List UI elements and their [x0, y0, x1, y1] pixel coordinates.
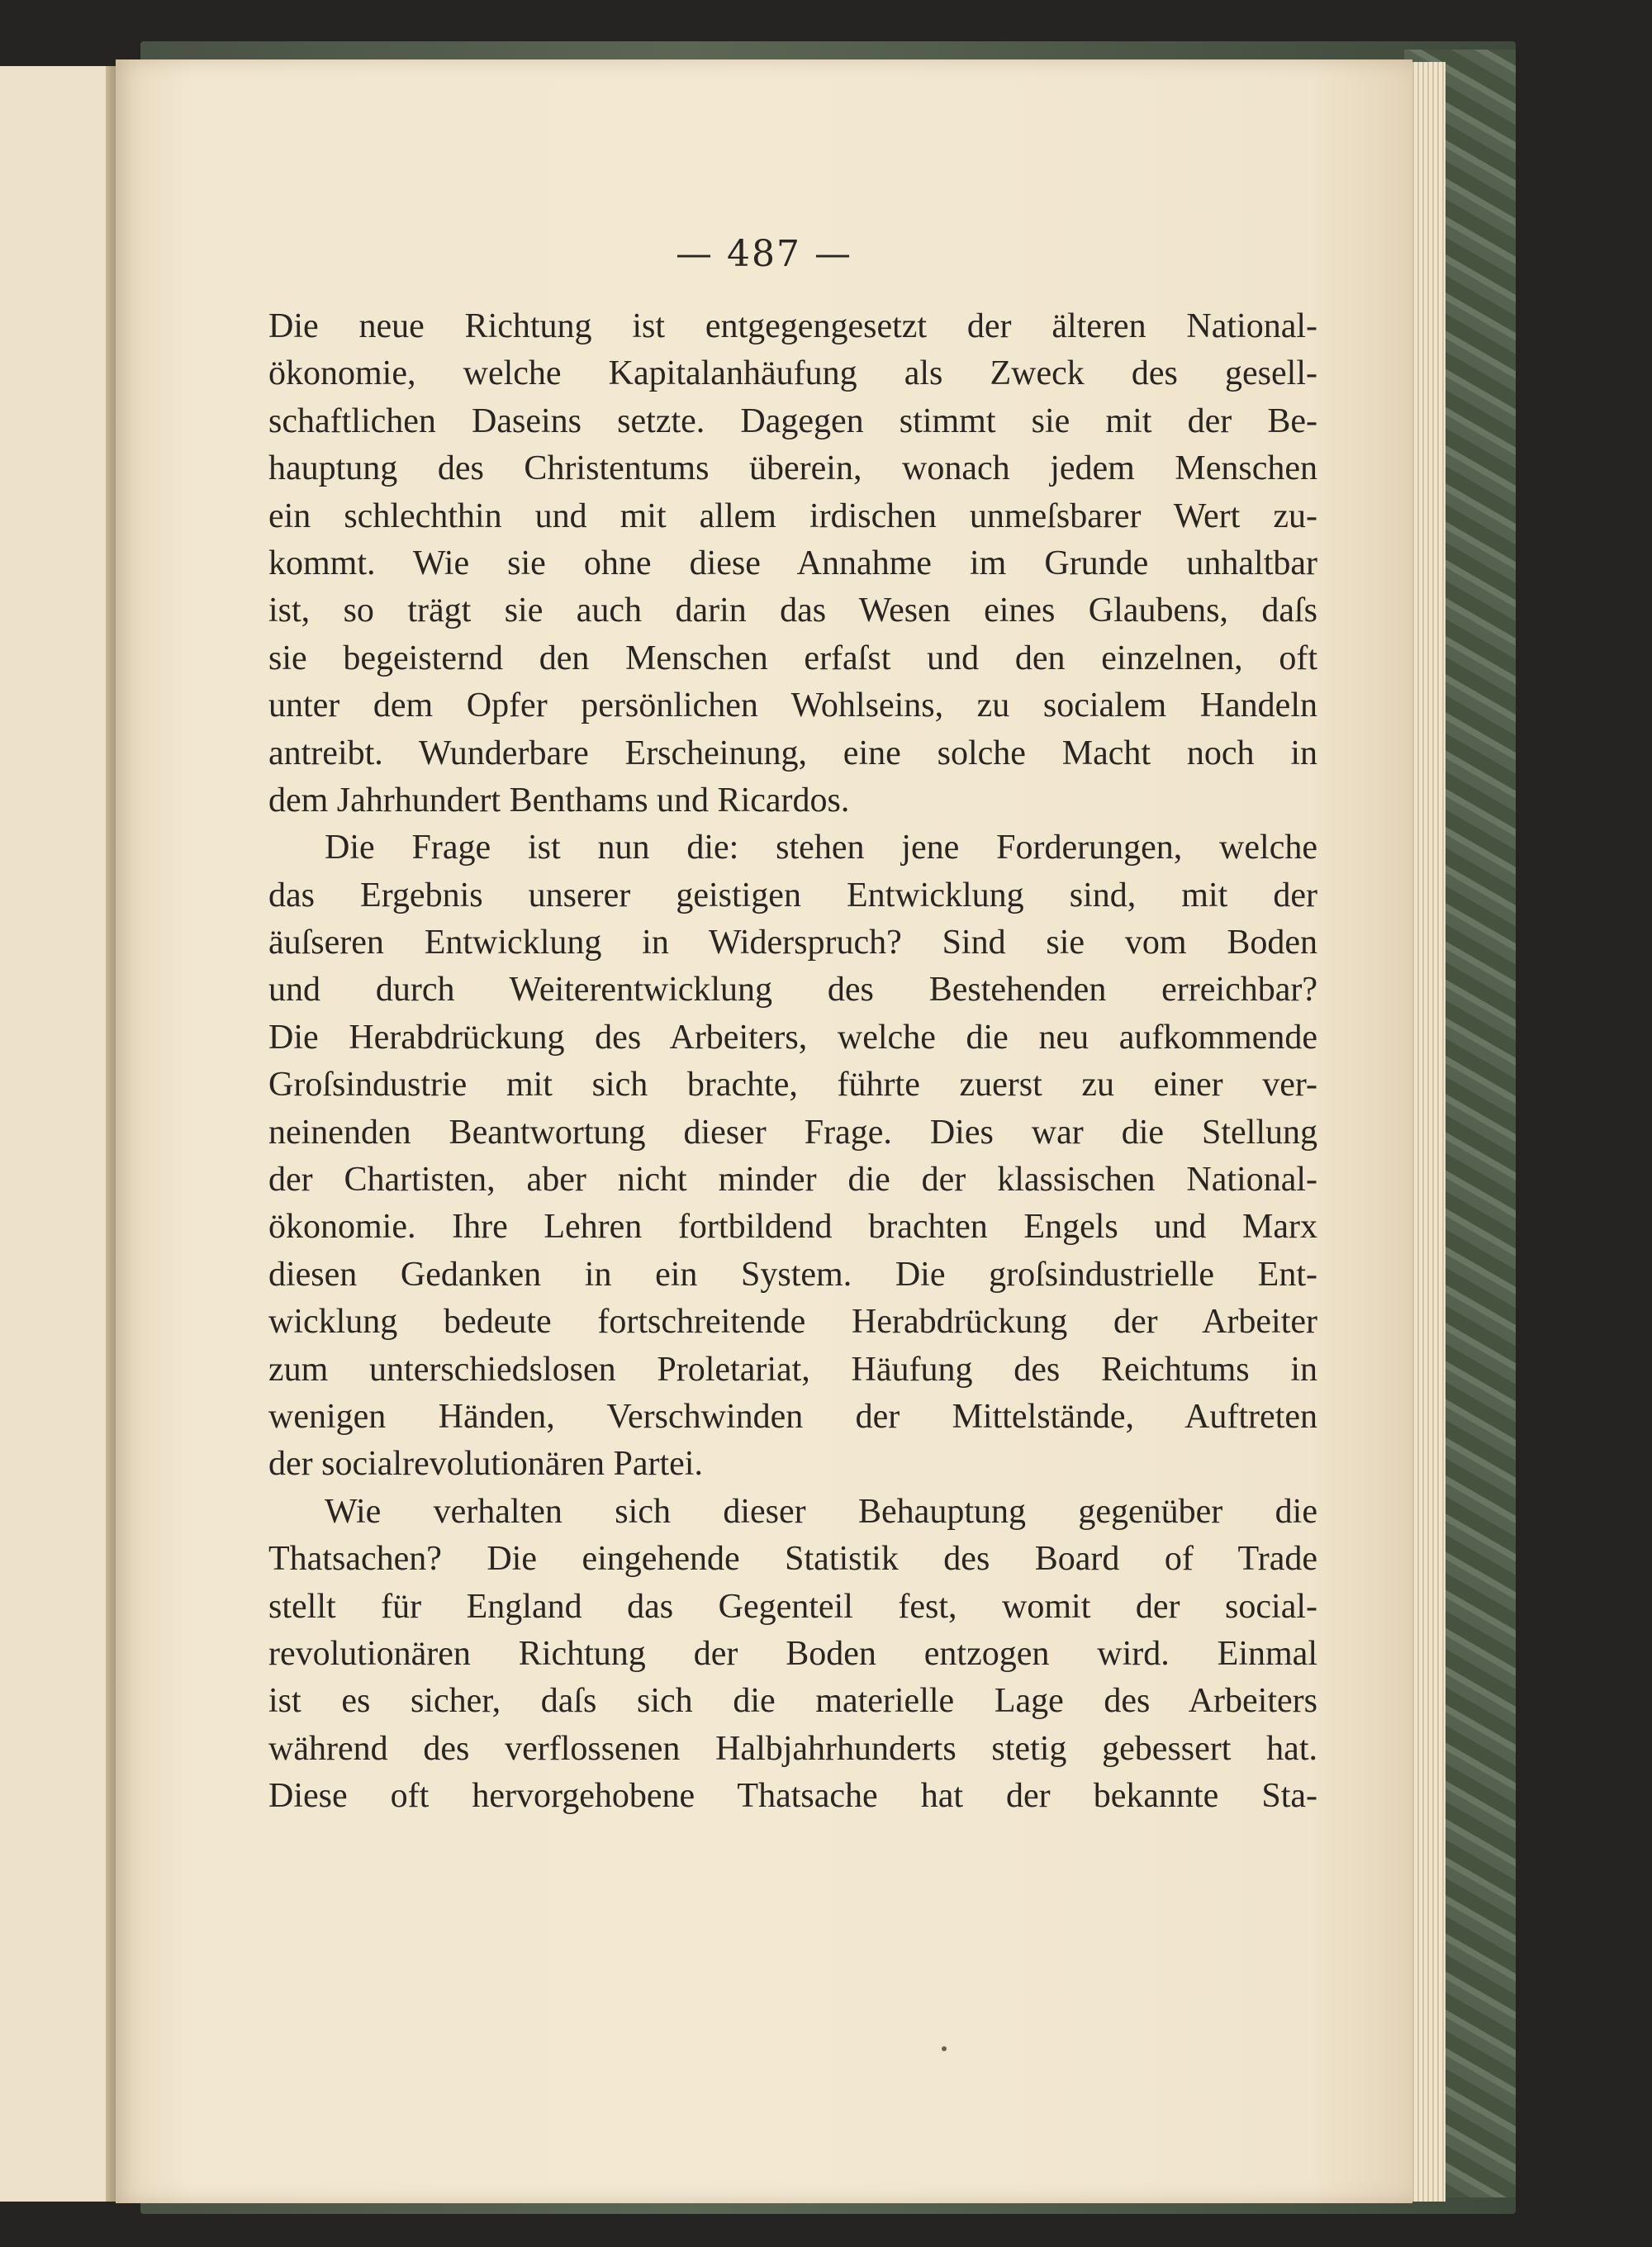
text-line: Die Herabdrückung des Arbeiters, welche die neu aufkommende	[268, 1018, 1317, 1057]
text-line: Die neue Richtung ist entgegengesetzt der älteren National-	[268, 307, 1317, 345]
book-page	[116, 59, 1412, 2203]
text-line: diesen Gedanken in ein System. Die groſsindustrielle Ent-	[268, 1255, 1317, 1294]
text-line: zum unterschiedslosen Proletariat, Häufung des Reichtums in	[268, 1350, 1317, 1389]
text-line: antreibt. Wunderbare Erscheinung, eine solche Macht noch in	[268, 734, 1317, 772]
text-line: ein schlechthin und mit allem irdischen unmeſsbarer Wert zu-	[268, 496, 1317, 535]
text-line: wicklung bedeute fortschreitende Herabdrückung der Arbeiter	[268, 1303, 1317, 1342]
text-line: äuſseren Entwicklung in Widerspruch? Sind sie vom Boden	[268, 924, 1317, 962]
text-line: schaftlichen Daseins setzte. Dagegen stimmt sie mit der Be-	[268, 401, 1317, 440]
text-line: der socialrevolutionären Partei.	[268, 1445, 703, 1484]
text-line: Thatsachen? Die eingehende Statistik des Board of Trade	[268, 1540, 1317, 1579]
text-line: sie begeisternd den Menschen erfaſst und den einzelnen, oft	[268, 639, 1317, 677]
text-line: während des verflossenen Halbjahrhunderts stetig gebessert hat.	[268, 1729, 1317, 1768]
text-line: ökonomie, welche Kapitalanhäufung als Zweck des gesell-	[268, 354, 1317, 393]
text-line: stellt für England das Gegenteil fest, womit der social-	[268, 1587, 1317, 1626]
text-line: Diese oft hervorgehobene Thatsache hat der bekannte Sta-	[268, 1777, 1317, 1816]
left-facing-page	[0, 66, 118, 2202]
text-line: hauptung des Christentums überein, wonach jedem Menschen	[268, 449, 1317, 488]
text-line: und durch Weiterentwicklung des Bestehenden erreichbar?	[268, 971, 1317, 1009]
page-number: — 487 —	[676, 233, 852, 275]
text-line: ist, so trägt sie auch darin das Wesen eines Glaubens, daſs	[268, 591, 1317, 630]
text-line: unter dem Opfer persönlichen Wohlseins, zu socialem Handeln	[268, 686, 1317, 725]
text-line: Die Frage ist nun die: stehen jene Forderungen, welche	[325, 829, 1317, 867]
text-line: revolutionären Richtung der Boden entzogen wird. Einmal	[268, 1634, 1317, 1673]
text-line: ökonomie. Ihre Lehren fortbildend brachten Engels und Marx	[268, 1208, 1317, 1247]
text-line: wenigen Händen, Verschwinden der Mittelstände, Auftreten	[268, 1397, 1317, 1436]
text-line: dem Jahrhundert Benthams und Ricardos.	[268, 781, 850, 819]
text-line: Groſsindustrie mit sich brachte, führte zuerst zu einer ver-	[268, 1066, 1317, 1104]
text-line: neinenden Beantwortung dieser Frage. Dies war die Stellung	[268, 1113, 1317, 1152]
text-line: kommt. Wie sie ohne diese Annahme im Grunde unhaltbar	[268, 544, 1317, 582]
ink-speck	[942, 2046, 947, 2051]
text-line: Wie verhalten sich dieser Behauptung gegenüber die	[325, 1492, 1317, 1531]
text-line: der Chartisten, aber nicht minder die der klassischen National-	[268, 1161, 1317, 1200]
text-line: ist es sicher, daſs sich die materielle Lage des Arbeiters	[268, 1682, 1317, 1721]
text-line: das Ergebnis unserer geistigen Entwicklung sind, mit der	[268, 876, 1317, 914]
body-text	[268, 303, 1317, 1821]
